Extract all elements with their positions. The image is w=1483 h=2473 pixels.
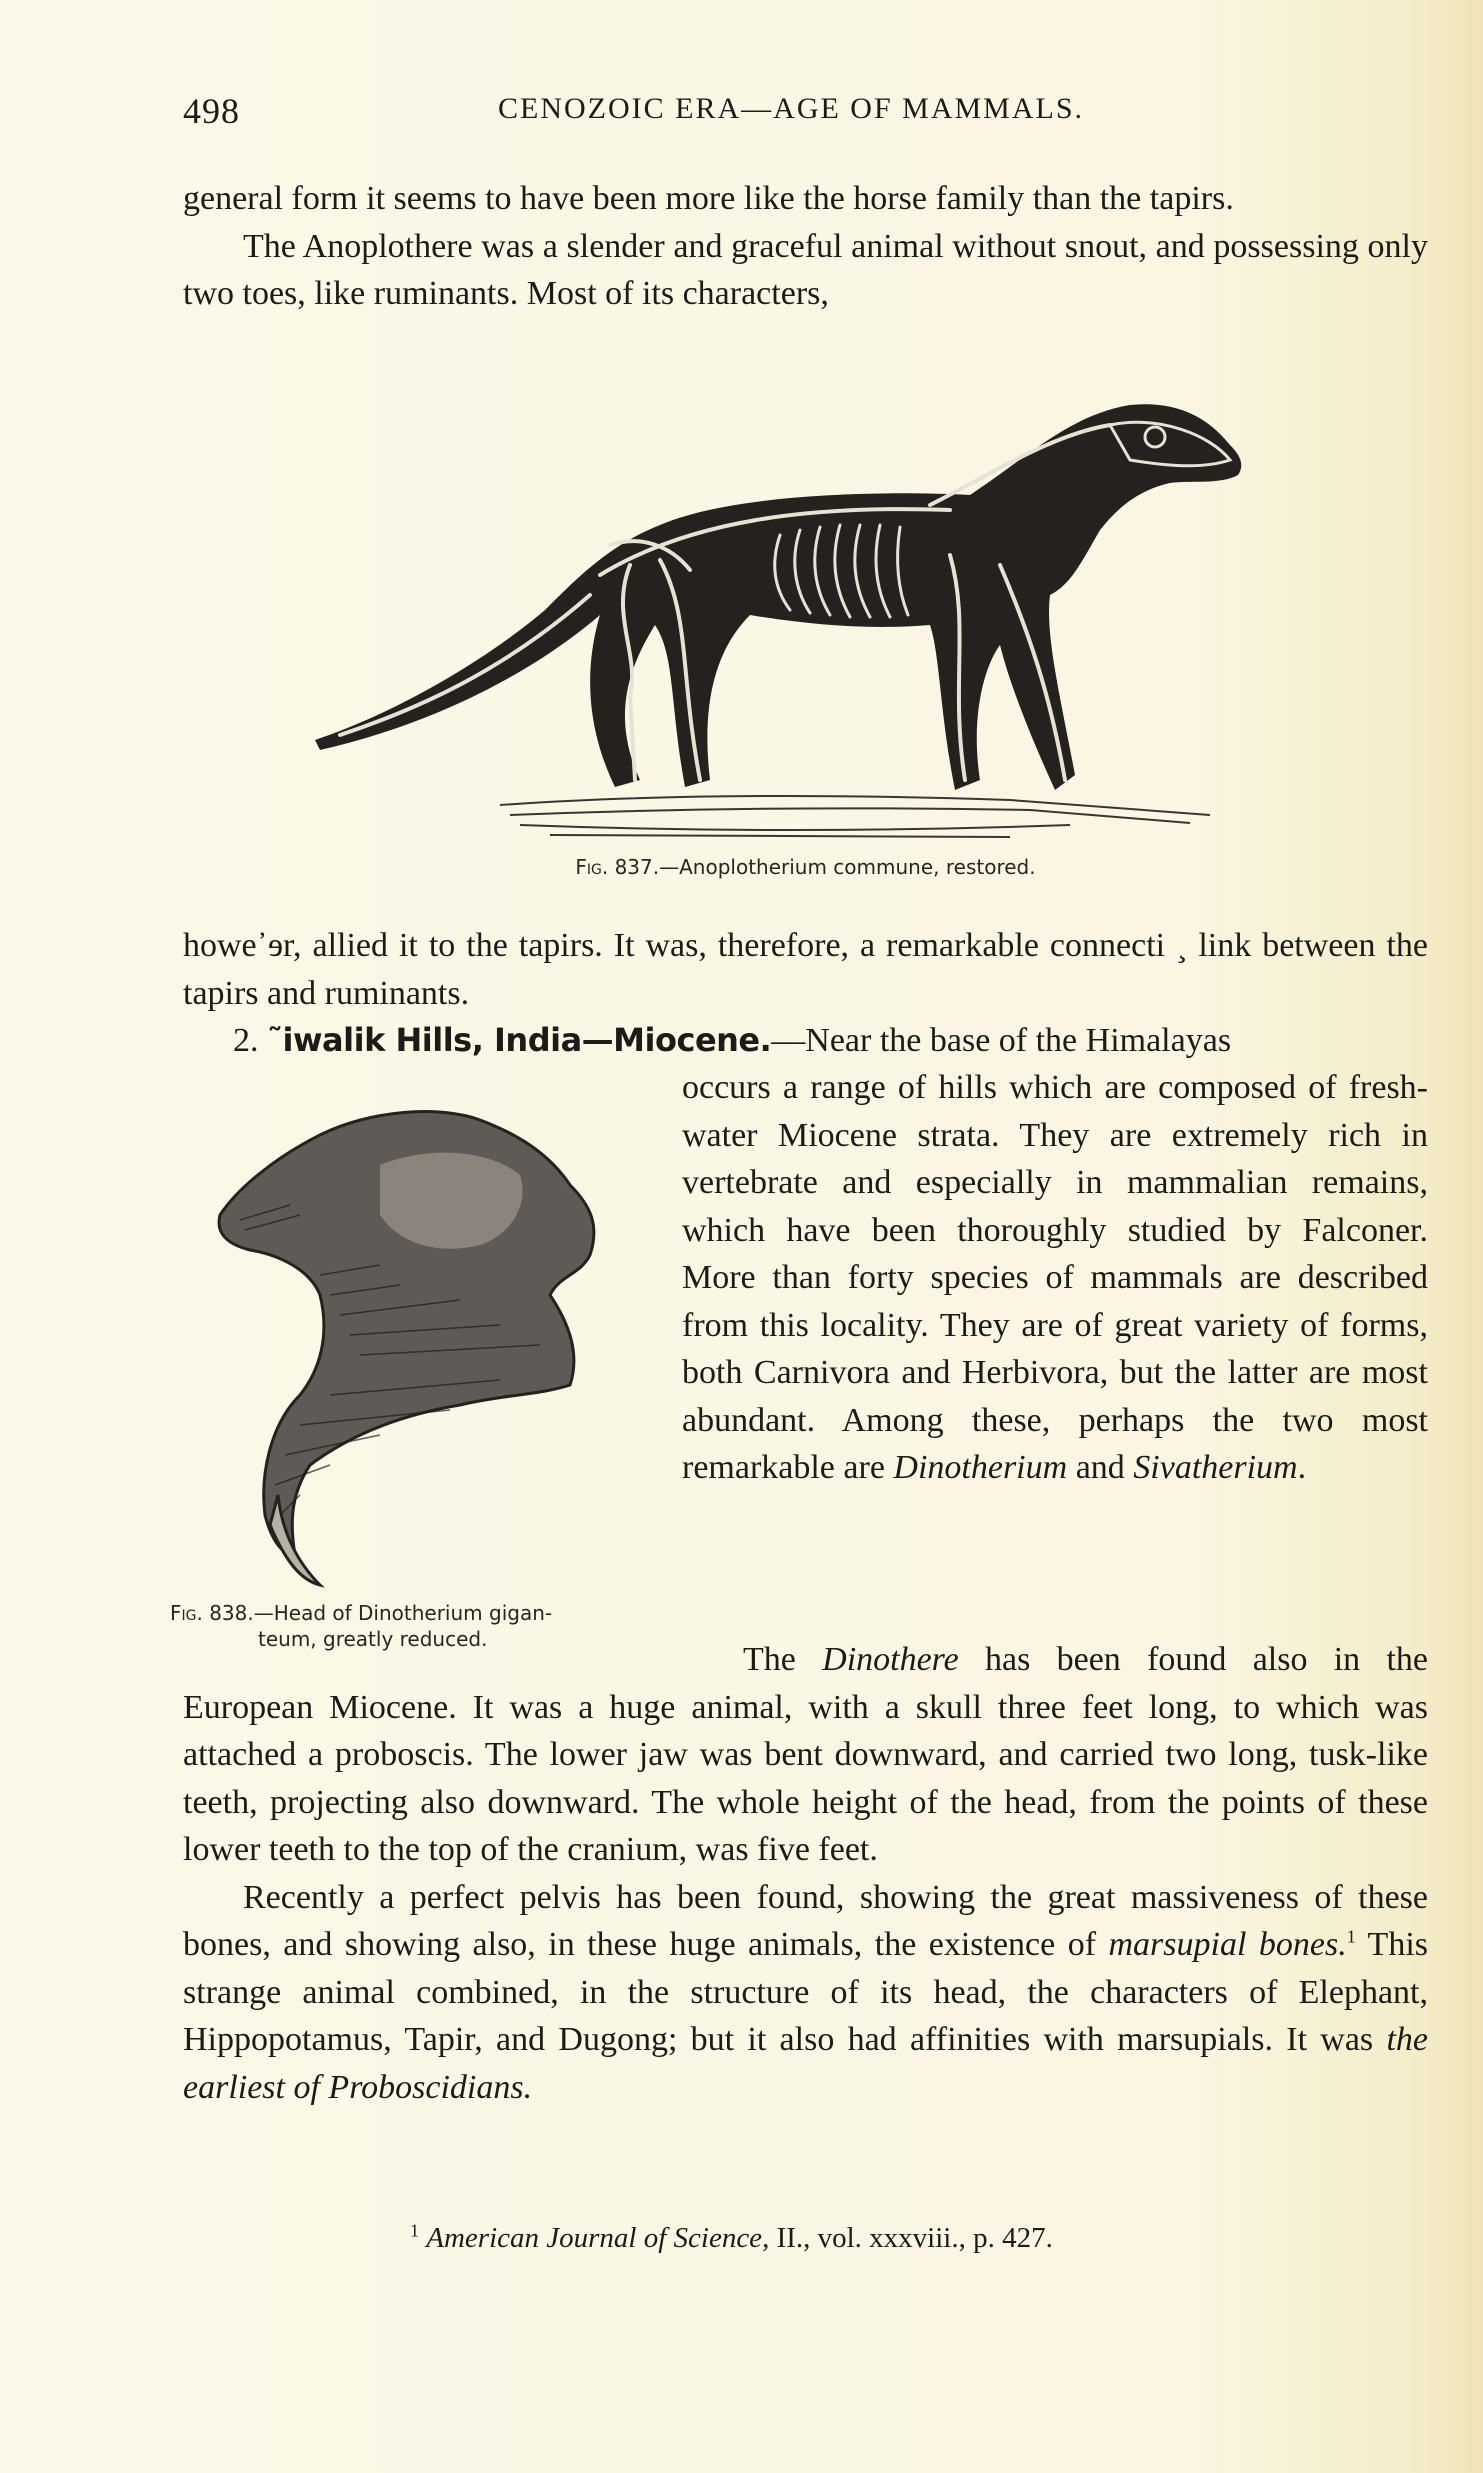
paragraph-anoplothere: The Anoplothere was a slender and graceful animal without snout, and possessing only two toes, like ruminants. Most of its characters, <box>183 227 1428 312</box>
section-heading: ˜iwalik Hills, India—Miocene. <box>267 1021 772 1059</box>
running-head: CENOZOIC ERA—AGE OF MAMMALS. <box>498 92 1085 125</box>
paragraph-pelvis <box>183 1874 1428 2112</box>
pelvis-text-2: This strange animal combined, in the structure of its head, the characters of Elephant, Hippopotamus, Tapir, and Dugong; but it also had affinities with marsupials. It was <box>183 1926 1428 2058</box>
body-silhouette <box>315 404 1241 790</box>
pelvis-text-1: Recently a perfect pelvis has been found, showing the great massiveness of these bones, and showing also, in these huge animals, the existence of <box>183 1878 1428 1963</box>
page-header <box>183 90 1413 138</box>
marsupial-bones-term: marsupial bones. <box>1108 1926 1347 1963</box>
text-block-siwalik <box>682 1064 1428 1492</box>
footnote-citation: , II., vol. xxxviii., p. 427. <box>762 2222 1053 2254</box>
paragraph-dinothere <box>183 1636 1428 1874</box>
figure-838-line2: teum, greatly reduced. <box>258 1627 488 1651</box>
skull-shape <box>219 1112 594 1555</box>
section-number: 2. <box>233 1022 259 1059</box>
dinotherium-term: Dinotherium <box>893 1449 1068 1486</box>
text-block-dinothere <box>183 1636 1428 2111</box>
figure-838-label: Fig. 838. <box>170 1601 254 1625</box>
siwalik-body-text: occurs a range of hills which are composed of fresh-water Miocene strata. They are extremely rich in vertebrate and especially in mammalian remains, which have been thoroughly studied by Falconer. More than forty species of mammals are described from this locality. They are of great variety of forms, both Carnivora and Herbivora, but the latter are most abundant. Among these, perhaps the two most remarkable are <box>682 1069 1428 1486</box>
page-number: 498 <box>183 91 240 131</box>
figure-837-text: —Anoplotherium commune, restored. <box>659 855 1036 879</box>
figure-838-line1: —Head of Dinotherium gigan- <box>253 1601 553 1625</box>
paragraph-siwalik-hills <box>682 1064 1428 1492</box>
siwalik-mid-text: and <box>1067 1449 1134 1486</box>
section-heading-line <box>183 1017 1428 1065</box>
ground-lines <box>500 796 1210 837</box>
text-block-connecting-link <box>183 922 1428 1017</box>
figure-837-caption <box>183 855 1428 879</box>
tusk <box>270 1495 320 1585</box>
sivatherium-term: Sivatherium <box>1133 1449 1298 1486</box>
siwalik-end-text: . <box>1297 1449 1307 1486</box>
dinothere-rest: has been found also in the European Miocene. It was a huge animal, with a skull three feet long, to which was attached a proboscis. The lower jaw was bent downward, and carried two long, tusk-like teeth, projecting also downward. The whole height of the head, from the points of these lower teeth to the top of the cranium, was five feet. <box>183 1641 1429 1868</box>
anoplotherium-illustration <box>310 395 1290 845</box>
section-lead: —Near the base of the Himalayas <box>771 1022 1232 1059</box>
figure-837-label: Fig. 837. <box>575 855 660 879</box>
dinothere-term: Dinothere <box>822 1641 959 1678</box>
footnote <box>410 2222 1410 2255</box>
footnote-journal: American Journal of Science <box>426 2222 763 2254</box>
dinothere-start: The <box>743 1641 823 1678</box>
dinotherium-skull-illustration <box>200 1095 650 1595</box>
paragraph-tapirs-ruminants: howe᾿ɘr, allied it to the tapirs. It was, therefore, a remarkable connecti ¸ link between the tapirs and ruminants. <box>183 927 1428 1012</box>
footnote-reference: 1 <box>1346 1926 1356 1947</box>
paragraph-horse-family: general form it seems to have been more like the horse family than the tapirs. <box>183 180 1234 217</box>
text-block-top <box>183 175 1428 318</box>
earliest-proboscidians-term: the earliest of Proboscidians. <box>183 2021 1428 2106</box>
footnote-mark: 1 <box>410 2220 419 2241</box>
